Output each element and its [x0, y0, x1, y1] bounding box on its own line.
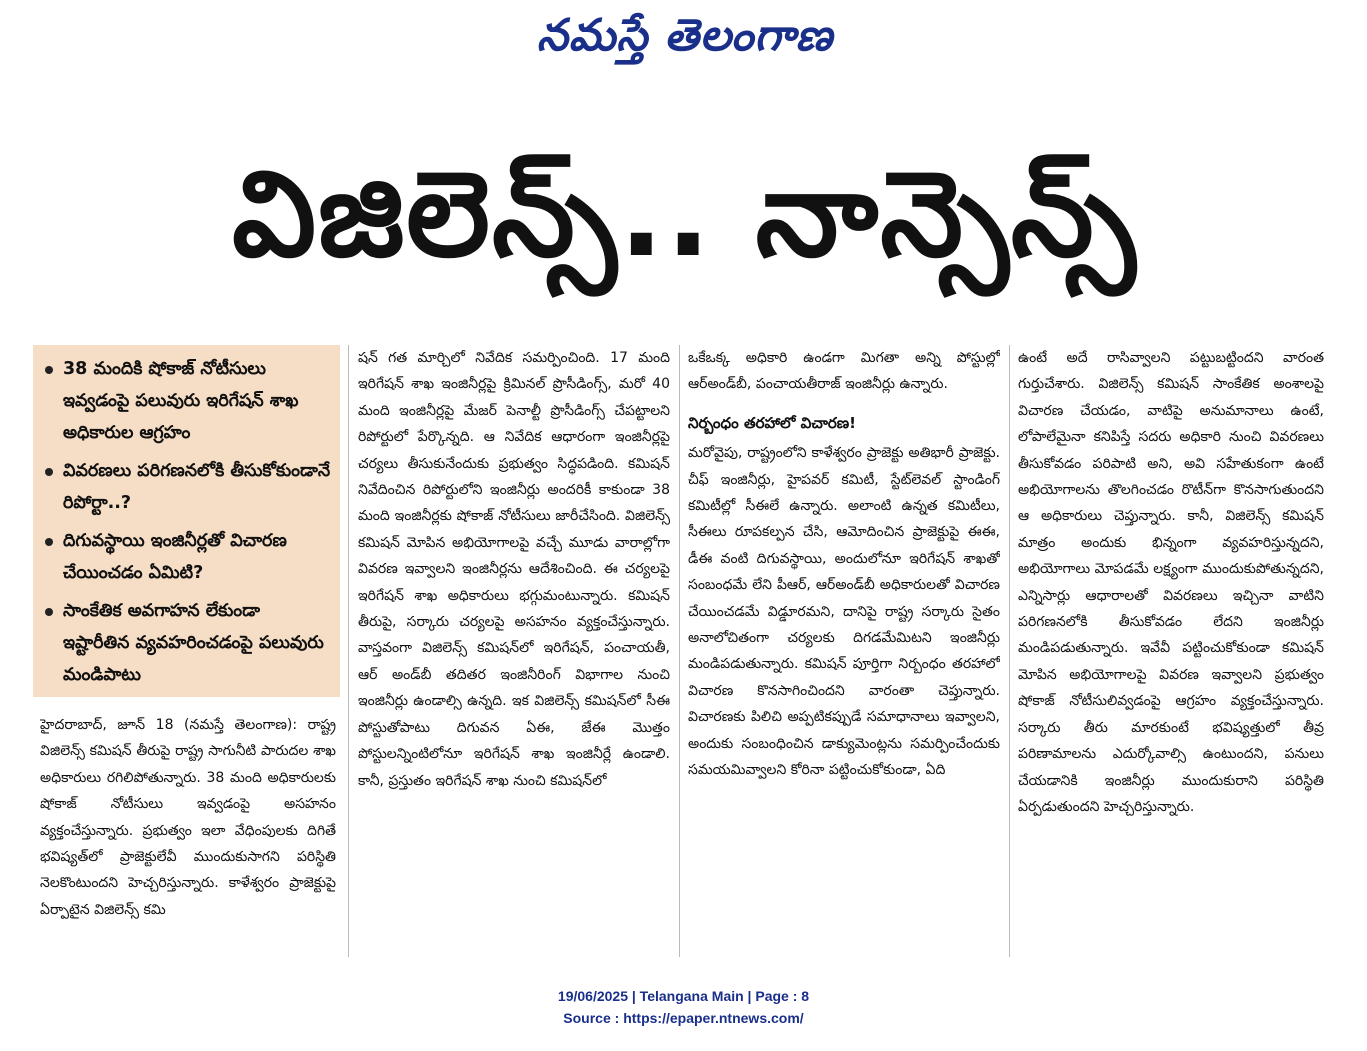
- column-divider: [1009, 345, 1010, 957]
- page-footer: [0, 985, 1367, 1029]
- article-column-3: [688, 345, 1000, 957]
- highlight-item: [43, 455, 332, 519]
- article-column-4: [1018, 345, 1324, 957]
- footer-source-link[interactable]: Source : https://epaper.ntnews.com/: [563, 1010, 804, 1026]
- column-divider: [348, 345, 349, 957]
- newspaper-masthead: నమస్తే తెలంగాణ: [536, 10, 834, 61]
- footer-edition-info: 19/06/2025 | Telangana Main | Page : 8: [557, 988, 810, 1004]
- article-column-2: [358, 345, 670, 957]
- article-column-1: [40, 712, 336, 956]
- highlight-item: [43, 353, 332, 449]
- highlight-text: 38 మందికి షోకాజ్ నోటీసులు ఇవ్వడంపై పలువురు ఇరిగేషన్ శాఖ అధికారుల ఆగ్రహం: [63, 359, 299, 443]
- paragraph: ఒకేఒక్క అధికారి ఉండగా మిగతా అన్ని పోస్టుల్లో ఆర్అండ్‌బీ, పంచాయతీరాజ్ ఇంజినీర్లు ఉన్నారు.: [688, 350, 1000, 393]
- highlight-item: [43, 525, 332, 589]
- paragraph: షన్ గత మార్చిలో నివేదిక సమర్పించింది. 17 మంది ఇరిగేషన్ శాఖ ఇంజినీర్లపై క్రిమినల్ ప్రొసీడింగ్స్, మరో 40 మంది ఇంజినీర్లపై మేజర్ పెనాల్టీ ప్రొసీడింగ్స్ చేపట్టాలని రిపోర్టులో పేర్కొన్నది. ఆ నివేదిక ఆధారంగా ఇంజినీర్లపై చర్యలు తీసుకునేందుకు ప్రభుత్వం సిద్ధపడింది. కమిషన్ నివేదించిన రిపోర్టులోని ఇంజినీర్లు అందరికీ కాకుండా 38 మంది ఇంజినీర్లకు షోకాజ్ నోటీసులు జారీచేసింది. విజిలెన్స్ కమిషన్ మోపిన అభియోగాలపై వచ్చే మూడు వారాల్లోగా వివరణ ఇవ్వాలని ఇంజినీర్లను ఆదేశించింది. ఈ చర్యలపై ఇరిగేషన్ శాఖ అధికారులు భగ్గుమంటున్నారు. కమిషన్ తీరుపై, సర్కారు చర్యలపై అసహనం వ్యక్తంచేస్తున్నారు. వాస్తవంగా విజిలెన్స్ కమిషన్‌లో ఇరిగేషన్, పంచాయతీ, ఆర్ అండ్‌బీ తదితర ఇంజినీరింగ్ విభాగాల నుంచి ఇంజినీర్లు ఉండాల్సి ఉన్నది. ఇక విజిలెన్స్ కమిషన్‌లో సీఈ పోస్టుతోపాటు దిగువన ఏఈ, జేఈ మొత్తం పోస్టులన్నింటిలోనూ ఇరిగేషన్ శాఖ ఇంజినీర్లే ఉండాలి. కానీ, ప్రస్తుతం ఇరిగేషన్ శాఖ నుంచి కమిషన్‌లో: [358, 350, 670, 789]
- paragraph: ఉంటే అదే రాసివ్వాలని పట్టుబట్టిందని వారంత గుర్తుచేశారు. విజిలెన్స్ కమిషన్ సాంకేతిక అంశాలపై విచారణ చేయడం, వాటిపై అనుమానాలు ఉంటే, లోపాలేమైనా కనిపిస్తే సదరు అధికారి నుంచి వివరణలు తీసుకోవడం పరిపాటి అని, అవి సహేతుకంగా ఉంటే అభియోగాలను తొలగించడం రొటీన్‌గా కొనసాగుతుందని ఆ అధికారులు చెప్తున్నారు. కానీ, విజిలెన్స్ కమిషన్ మాత్రం అందుకు భిన్నంగా వ్యవహరిస్తున్నదని, అభియోగాలు మోపడమే లక్ష్యంగా ముందుకుపోతున్నదని, ఎన్నిసార్లు ఆధారాలతో వివరణలు ఇచ్చినా వాటిని పరిగణనలోకి తీసుకోవడం లేదని ఇంజినీర్లు మండిపడుతున్నారు. ఇవేవీ పట్టించుకోకుండా కమిషన్ మోపిన అభియోగాలపై వివరణ ఇవ్వాలని ప్రభుత్వం షోకాజ్ నోటీసులివ్వడంపై ఆగ్రహం వ్యక్తంచేస్తున్నారు. సర్కారు తీరు మారకుంటే భవిష్యత్తులో తీవ్ర పరిణామాలను ఎదుర్కోవాల్సి ఉంటుందని, పనులు చేయడానికి ఇంజినీర్లు ముందుకురాని పరిస్థితి ఏర్పడుతుందని హెచ్చరిస్తున్నారు.: [1018, 350, 1324, 815]
- highlights-box: [33, 345, 340, 697]
- bullet-icon: [45, 538, 53, 546]
- paragraph: మరోవైపు, రాష్ట్రంలోని కాళేశ్వరం ప్రాజెక్టు అతిభారీ ప్రాజెక్టు. చీఫ్ ఇంజినీర్లు, హైపవర్ కమిటీ, స్టేట్‌లెవల్ స్టాండింగ్ కమిటీల్లో సీఈలే ఉన్నారు. అలాంటి ఉన్నత కమిటీలు, సీఈలు రూపకల్పన చేసి, ఆమోదించిన ప్రాజెక్టుపై ఈఈ, డీఈ వంటి దిగువస్థాయి, అందులోనూ ఇరిగేషన్ శాఖతో సంబంధమే లేని పీఆర్, ఆర్అండ్‌బీ అధికారులతో విచారణ చేయించడమే విడ్డూరమని, దానిపై రాష్ట్ర సర్కారు సైతం అనాలోచితంగా చర్యలకు దిగడమేమిటని ఇంజినీర్లు మండిపడుతున్నారు. కమిషన్ పూర్తిగా నిర్బంధం తరహాలో విచారణ కొనసాగించిందని వారంతా చెప్తున్నారు. విచారణకు పిలిచి అప్పటికప్పుడే సమాధానాలు ఇవ్వాలని, అందుకు సంబంధించిన డాక్యుమెంట్లను సమర్పించేందుకు సమయమివ్వాలని కోరినా పట్టించుకోకుండా, ఏది: [688, 445, 1000, 779]
- paragraph: హైదరాబాద్, జూన్ 18 (నమస్తే తెలంగాణ): రాష్ట్ర విజిలెన్స్ కమిషన్ తీరుపై రాష్ట్ర సాగునీటి పారుదల శాఖ అధికారులు రగిలిపోతున్నారు. 38 మంది అధికారులకు షోకాజ్ నోటీసులు ఇవ్వడంపై అసహనం వ్యక్తంచేస్తున్నారు. ప్రభుత్వం ఇలా వేధింపులకు దిగితే భవిష్యత్‌లో ప్రాజెక్టులేవీ ముందుకుసాగని పరిస్థితి నెలకొంటుందని హెచ్చరిస్తున్నారు. కాళేశ్వరం ప్రాజెక్టుపై ఏర్పాటైన విజిలెన్స్ కమి: [40, 717, 336, 918]
- highlight-text: దిగువస్థాయి ఇంజినీర్లతో విచారణ చేయించడం ఏమిటి?: [63, 531, 287, 583]
- bullet-icon: [45, 608, 53, 616]
- highlight-item: [43, 595, 332, 691]
- bullet-icon: [45, 366, 53, 374]
- highlight-text: సాంకేతిక అవగాహన లేకుండా ఇష్టారీతిన వ్యవహరించడంపై పలువురు మండిపాటు: [63, 601, 324, 685]
- column-divider: [679, 345, 680, 957]
- highlight-text: వివరణలు పరిగణనలోకి తీసుకోకుండానే రిపోర్టా..?: [63, 461, 331, 513]
- article-headline: విజిలెన్స్.. నాన్సెన్స్: [232, 144, 1138, 283]
- bullet-icon: [45, 468, 53, 476]
- section-subheading: నిర్బంధం తరహాలో విచారణ!: [688, 413, 856, 432]
- highlights-list: [43, 353, 332, 691]
